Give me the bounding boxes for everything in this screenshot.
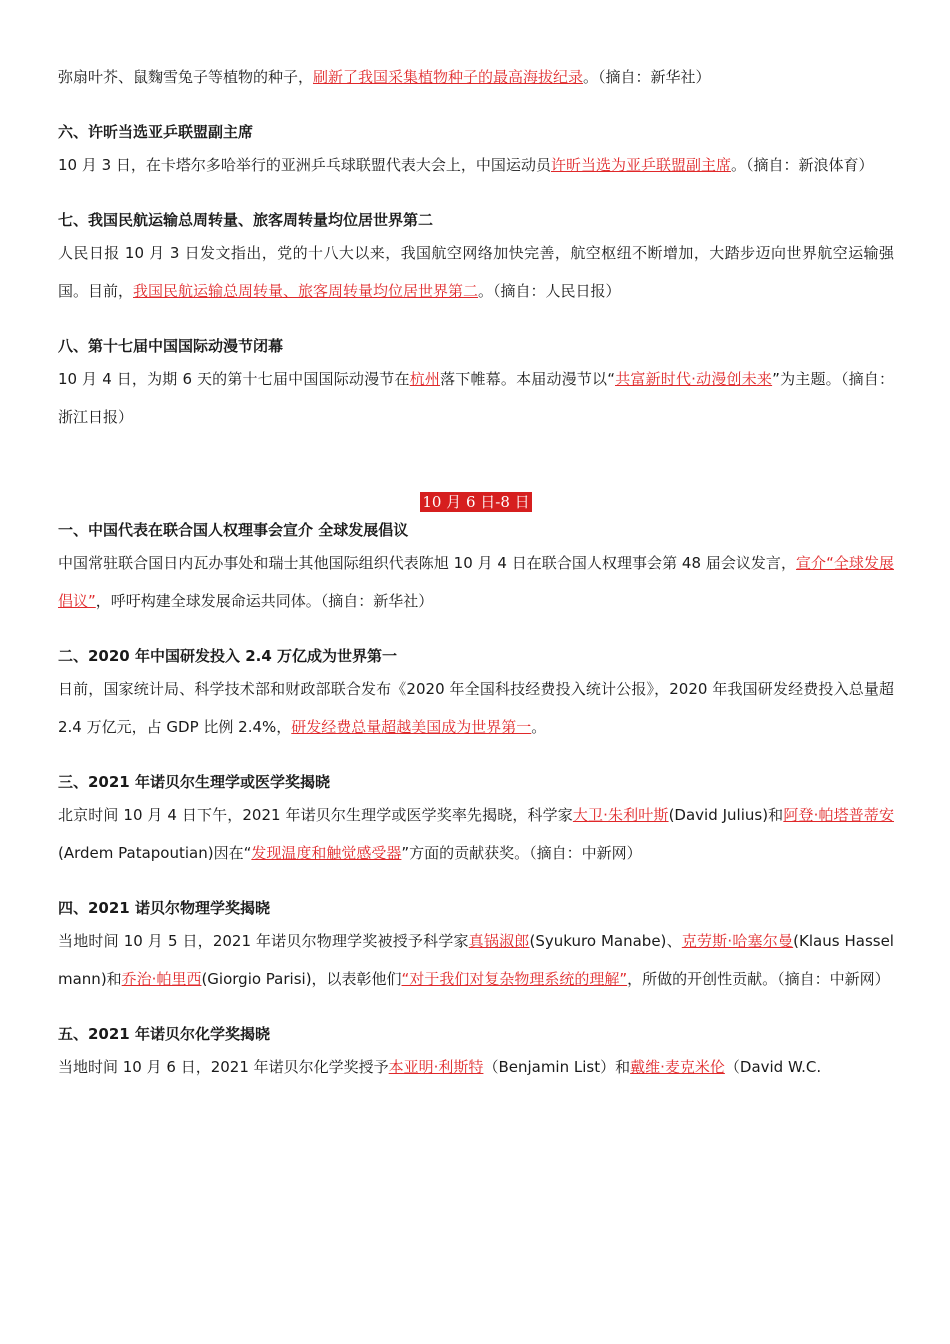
text: 。（摘自：新浪体育） <box>730 156 874 174</box>
section-heading-7: 七、我国民航运输总周转量、旅客周转量均位居世界第二 <box>58 211 434 229</box>
section-body-7 <box>58 234 894 310</box>
text: 10 月 4 日，为期 6 天的第十七届中国国际动漫节在 <box>58 370 410 388</box>
highlight: 许昕当选为亚乒联盟副主席 <box>550 156 731 174</box>
highlight: 克劳斯·哈塞尔曼 <box>681 932 794 950</box>
section-body-6 <box>58 146 894 184</box>
text: ”方面的贡献获奖。（摘自：中新网） <box>401 844 642 862</box>
document-page <box>58 58 894 1086</box>
highlight: 戴维·麦克米伦 <box>630 1058 725 1076</box>
topic-body-3 <box>58 796 894 872</box>
topic-heading-3: 三、2021 年诺贝尔生理学或医学奖揭晓 <box>58 773 330 791</box>
text: (Ardem Patapoutian)因在“ <box>58 844 252 862</box>
highlight: 发现温度和触觉感受器 <box>251 844 402 862</box>
section-body-8 <box>58 360 894 436</box>
text: 。 <box>531 718 547 736</box>
highlight: 真锅淑郎 <box>468 932 530 950</box>
highlight: 大卫·朱利叶斯 <box>572 806 669 824</box>
section-heading-6: 六、许昕当选亚乒联盟副主席 <box>58 123 254 141</box>
text: （Benjamin List）和 <box>483 1058 631 1076</box>
highlight: 本亚明·利斯特 <box>388 1058 484 1076</box>
highlight: 乔治·帕里西 <box>121 970 202 988</box>
text: 人民日报 10 月 3 日发文指出，党的十八大以来，我国航空网络加快完善，航空枢纽不断增加，大踏步迈向世界航空运输强国。目前， <box>58 244 894 300</box>
text: (Klaus Hasselmann)和 <box>58 932 894 988</box>
topic-heading-4: 四、2021 诺贝尔物理学奖揭晓 <box>58 899 270 917</box>
text: （David W.C. <box>724 1058 822 1076</box>
highlight: 研发经费总量超越美国成为世界第一 <box>291 718 532 736</box>
topic-body-1 <box>58 544 894 620</box>
text: 当地时间 10 月 5 日，2021 年诺贝尔物理学奖被授予科学家 <box>58 932 469 950</box>
text: ，呼吁构建全球发展命运共同体。（摘自：新华社） <box>95 592 434 610</box>
highlight: 杭州 <box>409 370 441 388</box>
text: 。（摘自：新华社） <box>583 68 711 86</box>
date-banner: 10 月 6 日-8 日 <box>422 493 530 511</box>
topic-heading-2: 二、2020 年中国研发投入 2.4 万亿成为世界第一 <box>58 647 397 665</box>
highlight: 宣介“全球发展倡议” <box>58 554 894 610</box>
text: 当地时间 10 月 6 日，2021 年诺贝尔化学奖授予 <box>58 1058 389 1076</box>
highlight: 共富新时代·动漫创未来 <box>615 370 773 388</box>
intro-paragraph <box>58 58 894 96</box>
text: 。（摘自：人民日报） <box>478 282 621 300</box>
topic-body-2 <box>58 670 894 746</box>
text: 中国常驻联合国日内瓦办事处和瑞士其他国际组织代表陈旭 10 月 4 日在联合国人权理事会第 48 届会议发言， <box>58 554 797 572</box>
text: 弥扇叶芥、鼠麴雪兔子等植物的种子， <box>58 68 314 86</box>
highlight: 阿登·帕塔普蒂安 <box>783 806 894 824</box>
highlight: “对于我们对复杂物理系统的理解” <box>401 970 628 988</box>
text: (Syukuro Manabe)、 <box>529 932 682 950</box>
topic-heading-5: 五、2021 年诺贝尔化学奖揭晓 <box>58 1025 270 1043</box>
text: 10 月 3 日，在卡塔尔多哈举行的亚洲乒乓球联盟代表大会上，中国运动员 <box>58 156 551 174</box>
highlight: 我国民航运输总周转量、旅客周转量均位居世界第二 <box>133 282 479 300</box>
topic-body-5 <box>58 1048 894 1086</box>
text: (David Julius)和 <box>668 806 784 824</box>
text: ，所做的开创性贡献。（摘自：中新网） <box>627 970 890 988</box>
text: 落下帷幕。本届动漫节以“ <box>440 370 616 388</box>
text: (Giorgio Parisi)，以表彰他们 <box>201 970 402 988</box>
highlight: 刷新了我国采集植物种子的最高海拔纪录 <box>313 68 584 86</box>
text: 北京时间 10 月 4 日下午，2021 年诺贝尔生理学或医学奖率先揭晓，科学家 <box>58 806 573 824</box>
text: ”为主题。（摘自：浙江日报） <box>58 370 894 426</box>
topic-heading-1: 一、中国代表在联合国人权理事会宣介 全球发展倡议 <box>58 521 409 539</box>
topic-body-4 <box>58 922 894 998</box>
section-heading-8: 八、第十七届中国国际动漫节闭幕 <box>58 337 284 355</box>
date-banner-row <box>58 488 894 516</box>
text: 日前，国家统计局、科学技术部和财政部联合发布《2020 年全国科技经费投入统计公报》，2020 年我国研发经费投入总量超 2.4 万亿元，占 GDP 比例 2.4%， <box>58 680 894 736</box>
